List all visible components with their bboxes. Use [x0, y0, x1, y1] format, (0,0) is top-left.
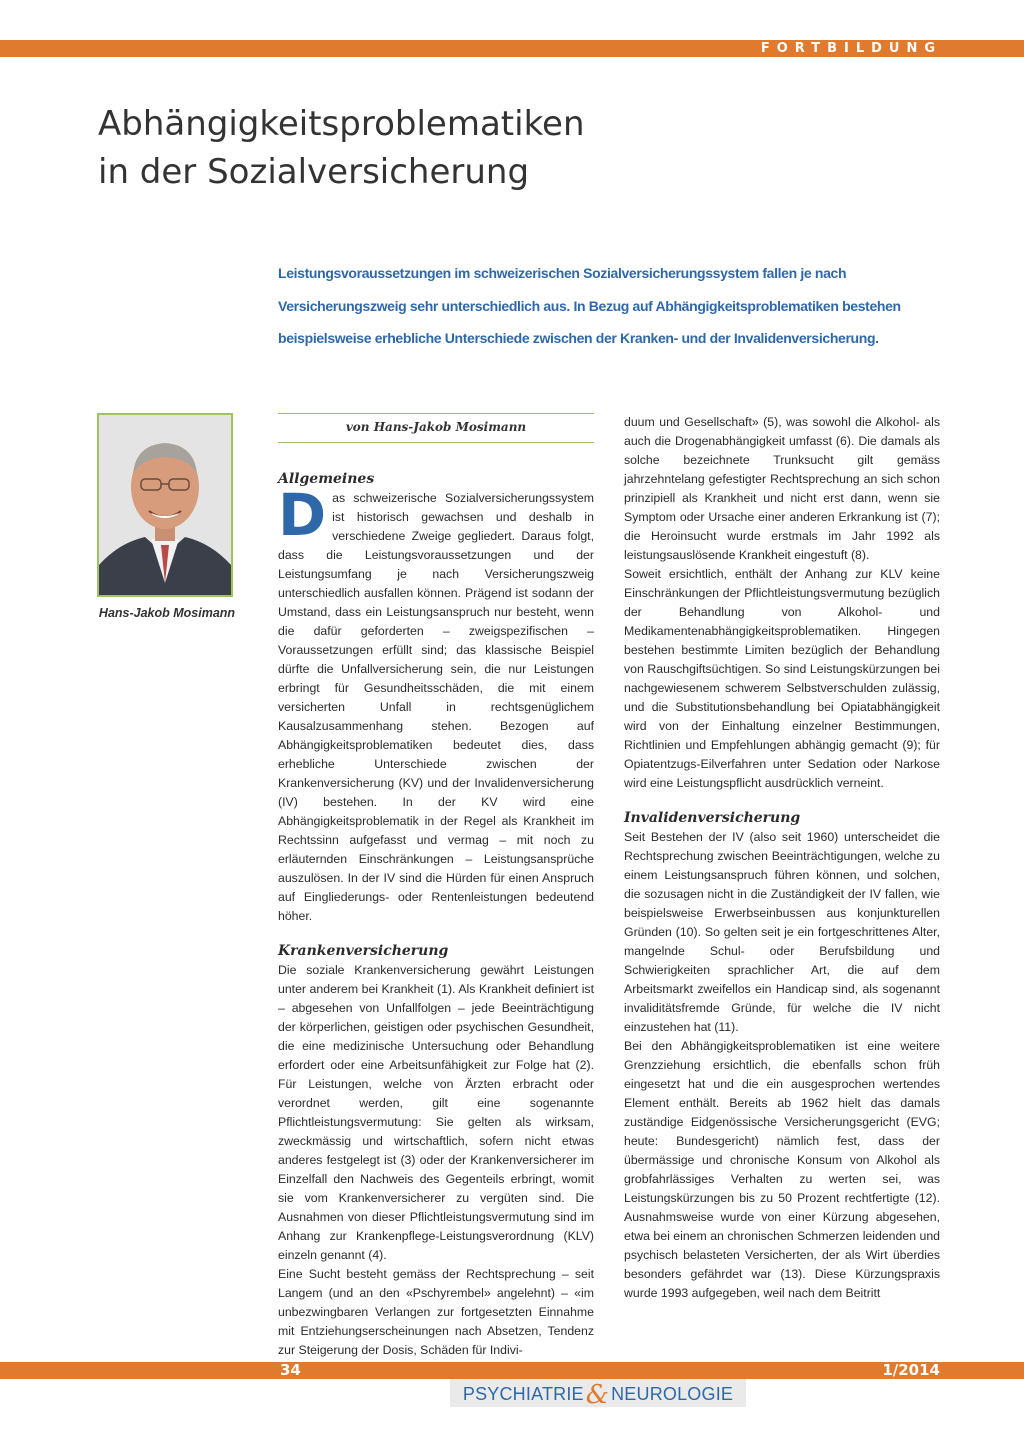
paragraph-allgemeines-text: as schweizerische Sozialversicherungssystem ist historisch gewachsen und deshalb in verschiedene Zweige gegliedert. Daraus folgt, dass die Leistungsvoraussetzungen und der Leistungsumfang je nach Versicherungszweig unterschiedlich ausfallen können. Prägend ist sodann der Umstand, dass ein Leistungsanspruch nur besteht, wenn die dafür geforderten – zweigspezifischen – Voraussetzungen erfüllt sind; das klassische Beispiel dürfte die Unfallversicherung sein, die nur Leistungen erbringt für Gesundheitsschäden, die mit einem versicherten Unfall in rechtsgenüglichem Kausalzusammenhang stehen. Bezogen auf Abhängigkeitsproblematiken bedeutet dies, dass erhebliche Unterschiede zwischen der Krankenversicherung (KV) und der Invalidenversicherung (IV) bestehen. In der KV wird eine Abhängigkeitsproblematik in der Regel als Krankheit im Rechtssinn aufgefasst und vermag – mit noch zu erläuternden Einschränkungen – Leistungsansprüche auszulösen. In der IV sind die Hürden für einen Anspruch auf Eingliederungs- oder Rentenleistungen bedeutend höher. [278, 491, 594, 923]
author-portrait-icon [99, 415, 231, 595]
heading-allgemeines: Allgemeines [278, 471, 375, 487]
paragraph-kv-2: Eine Sucht besteht gemäss der Rechtsprechung – seit Langem (und an den «Pschyrembel» angelehnt) – «im unbezwingbaren Verlangen zur fortgesetzten Einnahme mit Entziehungserscheinungen nach Absetzen, Tendenz zur Steigerung der Dosis, Schäden für Indivi- [278, 1267, 594, 1357]
paragraph-iv-2: Bei den Abhängigkeitsproblematiken ist eine weitere Grenzziehung ersichtlich, die ebenfalls schon früh eingesetzt hat und die ein ausgesprochen wertendes Element enthält. Bereits ab 1962 hielt das damals zuständige Eidgenössische Versicherungsgericht (EVG; heute: Bundesgericht) nämlich fest, dass der übermässige und chronische Konsum von Alkohol als grobfahrlässiges Verhalten zu werten sei, was Leistungskürzungen bis zu 50 Prozent rechtfertigte (12). Ausnahmsweise wurde von einer Kürzung abgesehen, etwa bei einem an chronischen Schmerzen leidenden und psychisch belasteten Versicherten, der als Wirt überdies besonders gefährdet war (13). Diese Kürzungspraxis wurde 1993 aufgegeben, weil nach dem Beitritt [624, 1039, 940, 1300]
journal-logo [450, 1379, 746, 1410]
byline: von Hans-Jakob Mosimann [278, 413, 594, 443]
logo-right: NEUROLOGIE [611, 1384, 734, 1404]
logo-ampersand: & [585, 1380, 610, 1410]
section-bar [0, 40, 1024, 57]
paragraph-iv-1: Seit Bestehen der IV (also seit 1960) unterscheidet die Rechtsprechung zwischen Beeinträchtigungen, welche zu einem Leistungsanspruch führen können, und solchen, die sozusagen nicht in die Zuständigkeit der IV fallen, wie beispielsweise Erwerbseinbussen aus konjunkturellen Gründen (10). So gelten seit je ein fortgeschrittenes Alter, mangelnde Schul- oder Berufsbildung und Schwierigkeiten sprachlicher Art, die auf dem Arbeitsmarkt zweifellos ein Handicap sind, als sogenannt invaliditätsfremde Gründe, für welche die IV nicht einzustehen hat (11). [624, 830, 940, 1034]
author-photo [97, 413, 233, 597]
drop-cap: D [278, 481, 327, 549]
title-line-1: Abhängigkeitsproblematiken [98, 104, 585, 144]
paragraph-kv-4: Soweit ersichtlich, enthält der Anhang zur KLV keine Einschränkungen der Pflichtleistungsvermutung bezüglich der Behandlung von Alkohol- und Medikamentenabhängigkeitsproblematiken. Hingegen bestehen bestimmte Limiten bezüglich der Behandlung von Rauschgiftsüchtigen. So sind Leistungskürzungen bei nachgewiesenem schwerem Selbstverschulden zulässig, und die Substitutionsbehandlung bei Opiatabhängigkeit wird von der Einhaltung einzelner Bestimmungen, Richtlinien und Empfehlungen abhängig gemacht (9); für Opiatentzugs-Eilverfahren unter Sedation oder Narkose wird eine Leistungspflicht ausdrücklich verneint. [624, 567, 940, 790]
lead-paragraph: Leistungsvoraussetzungen im schweizerischen Sozialversicherungssystem fallen je nach Versicherungszweig sehr unterschiedlich aus. In Bezug auf Abhängigkeitsproblematiken bestehen beispielsweise erhebliche Unterschiede zwischen der Kranken- und der Invalidenversicherung. [278, 265, 901, 346]
heading-invalidenversicherung: Invalidenversicherung [624, 810, 801, 826]
issue-number: 1/2014 [882, 1361, 940, 1379]
column-1 [278, 470, 594, 1360]
article-title [98, 100, 898, 196]
page-number: 34 [280, 1361, 301, 1379]
paragraph-allgemeines [278, 481, 594, 926]
column-2 [624, 413, 940, 1303]
logo-left: PSYCHIATRIE [462, 1384, 584, 1404]
photo-caption: Hans-Jakob Mosimann [98, 606, 236, 620]
heading-krankenversicherung: Krankenversicherung [278, 943, 449, 959]
section-label: FORTBILDUNG [760, 41, 942, 56]
footer-bar [0, 1362, 1024, 1379]
paragraph-kv-3: duum und Gesellschaft» (5), was sowohl die Alkohol- als auch die Drogenabhängigkeit umfasst (6). Die damals als solche bezeichnete Trunksucht gilt gemäss jahrzehntelang gefestigter Rechtsprechung an sich schon prinzipiell als Krankheit und nicht erst dann, wenn sie Symptom oder Ursache einer anderen Erkrankung ist (7); die Heroinsucht wurde erstmals im Jahr 1992 als leistungsauslösende Krankheit eingestuft (8). [624, 415, 940, 562]
title-line-2: in der Sozialversicherung [98, 152, 530, 192]
paragraph-kv-1: Die soziale Krankenversicherung gewährt Leistungen unter anderem bei Krankheit (1). Als Krankheit definiert ist – abgesehen von Unfallfolgen – jede Beeinträchtigung der körperlichen, geistigen oder psychischen Gesundheit, die eine medizinische Untersuchung oder Behandlung erfordert oder eine Arbeitsunfähigkeit zur Folge hat (2). Für Leistungen, welche von Ärzten erbracht oder verordnet werden, gilt eine sogenannte Pflichtleistungsvermutung: Sie gelten als wirksam, zweckmässig und wirtschaftlich, sofern nicht etwas anderes festgelegt ist (3) oder der Krankenversicherer im Einzelfall den Nachweis des Gegenteils erbringt, womit sie vom Krankenversicherer zu vergüten sind. Die Ausnahmen von dieser Pflichtleistungsvermutung sind im Anhang zur Krankenpflege-Leistungsverordnung (KLV) einzeln genannt (4). [278, 963, 594, 1262]
